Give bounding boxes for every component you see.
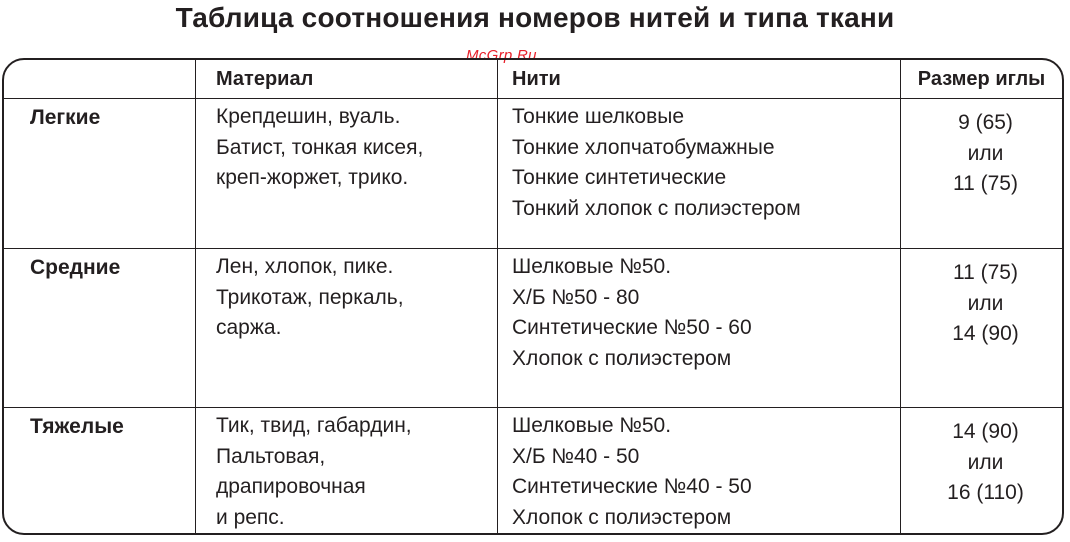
- header-empty: [4, 60, 196, 99]
- table-row: [4, 408, 1062, 534]
- material-line: драпировочная: [216, 475, 366, 498]
- watermark: McGrp.Ru: [466, 47, 537, 64]
- threads-line: Синтетические №40 - 50: [512, 475, 752, 498]
- needle-size-cell: [901, 249, 1063, 408]
- material-line: Лен, хлопок, пике.: [216, 255, 394, 278]
- threads-cell: [498, 408, 901, 534]
- threads-line: Хлопок с полиэстером: [512, 346, 732, 370]
- material-line: Пальтовая,: [216, 444, 326, 468]
- page-title: Таблица соотношения номеров нитей и типа ткани: [175, 2, 895, 33]
- material-line: Тик, твид, габардин,: [216, 414, 412, 437]
- table-header-row: [4, 60, 1062, 99]
- fabric-type-cell: Тяжелые: [4, 408, 196, 534]
- thread-table-frame: [2, 58, 1064, 535]
- table-row: [4, 249, 1062, 408]
- material-line: Трикотаж, перкаль,: [216, 285, 404, 309]
- needle-line: 14 (90): [952, 420, 1019, 443]
- threads-cell: [498, 249, 901, 408]
- needle-line: или: [967, 450, 1004, 474]
- header-material: Материал: [196, 60, 498, 99]
- material-line: и репс.: [216, 505, 285, 529]
- thread-table: [4, 60, 1062, 533]
- threads-line: Тонкие шелковые: [512, 105, 685, 128]
- needle-size-cell: [901, 408, 1063, 534]
- threads-line: Х/Б №50 - 80: [512, 285, 640, 309]
- needle-line: 11 (75): [953, 172, 1018, 195]
- needle-line: 16 (110): [947, 481, 1024, 504]
- material-cell: [196, 408, 498, 534]
- needle-line: или: [967, 141, 1004, 165]
- threads-cell: [498, 99, 901, 249]
- threads-line: Тонкие синтетические: [512, 166, 727, 189]
- threads-line: Хлопок с полиэстером: [512, 505, 732, 529]
- threads-line: Х/Б №40 - 50: [512, 444, 640, 468]
- header-needle-size: Размер иглы: [901, 60, 1063, 99]
- needle-size-cell: [901, 99, 1063, 249]
- needle-line: 9 (65): [958, 111, 1013, 134]
- threads-line: Синтетические №50 - 60: [512, 316, 752, 339]
- threads-line: Тонкий хлопок с полиэстером: [512, 196, 801, 220]
- material-line: Батист, тонкая кисея,: [216, 135, 424, 159]
- fabric-type-cell: Легкие: [4, 99, 196, 249]
- fabric-type-cell: Средние: [4, 249, 196, 408]
- material-line: Крепдешин, вуаль.: [216, 105, 401, 128]
- material-cell: [196, 99, 498, 249]
- threads-line: Шелковые №50.: [512, 414, 672, 437]
- needle-line: 14 (90): [952, 322, 1019, 345]
- header-threads: Нити: [498, 60, 901, 99]
- material-cell: [196, 249, 498, 408]
- needle-line: 11 (75): [953, 261, 1018, 284]
- needle-line: или: [967, 291, 1004, 315]
- threads-line: Тонкие хлопчатобумажные: [512, 135, 775, 159]
- material-line: саржа.: [216, 316, 282, 339]
- table-row: [4, 99, 1062, 249]
- material-line: креп-жоржет, трико.: [216, 166, 409, 189]
- threads-line: Шелковые №50.: [512, 255, 672, 278]
